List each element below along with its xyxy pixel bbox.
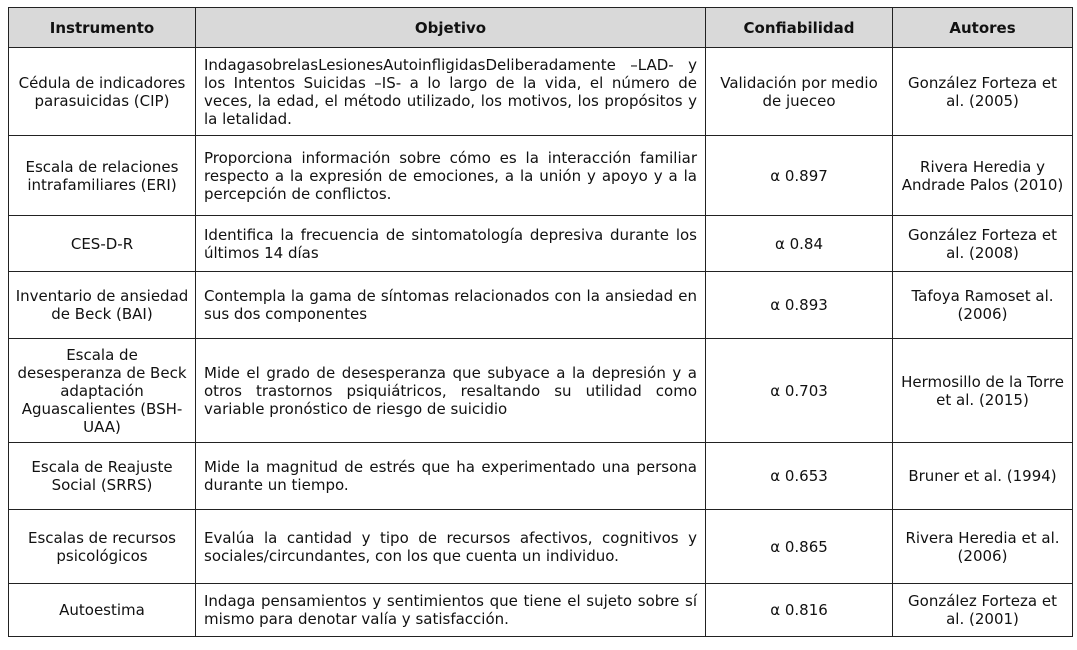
confiabilidad-cell: α 0.84 [706, 216, 893, 272]
objetivo-cell: Mide el grado de desesperanza que subyace a la depresión y a otros trastornos psiquiátricos, resaltando su utilidad como variable pronóstico de riesgo de suicidio [196, 339, 706, 443]
instrumento-cell: Escala de relaciones intrafamiliares (ERI) [9, 136, 196, 216]
table-row [9, 272, 1073, 339]
autores-cell: González Forteza et al. (2008) [893, 216, 1073, 272]
objetivo-cell: Contempla la gama de síntomas relacionados con la ansiedad en sus dos componentes [196, 272, 706, 339]
objetivo-cell: Proporciona información sobre cómo es la interacción familiar respecto a la expresión de emociones, a la unión y apoyo y a la percepción de conflictos. [196, 136, 706, 216]
objetivo-cell: Mide la magnitud de estrés que ha experimentado una persona durante un tiempo. [196, 443, 706, 510]
autores-cell: Rivera Heredia et al. (2006) [893, 510, 1073, 584]
confiabilidad-cell: α 0.816 [706, 584, 893, 637]
table-row [9, 510, 1073, 584]
instrumento-cell: CES-D-R [9, 216, 196, 272]
instruments-table [8, 7, 1073, 637]
confiabilidad-cell: α 0.893 [706, 272, 893, 339]
confiabilidad-cell: α 0.703 [706, 339, 893, 443]
table-row [9, 443, 1073, 510]
objetivo-cell: Indaga pensamientos y sentimientos que tiene el sujeto sobre sí mismo para denotar valía y satisfacción. [196, 584, 706, 637]
header-row [9, 8, 1073, 48]
header-instrumento: Instrumento [9, 8, 196, 48]
objetivo-cell: IndagasobrelasLesionesAutoinfligidasDeliberadamente –LAD- y los Intentos Suicidas –IS- a lo largo de la vida, el número de veces, la edad, el método utilizado, los motivos, los propósitos y la letalidad. [196, 48, 706, 136]
autores-cell: Tafoya Ramoset al. (2006) [893, 272, 1073, 339]
table-row [9, 216, 1073, 272]
header-objetivo: Objetivo [196, 8, 706, 48]
confiabilidad-cell: Validación por medio de jueceo [706, 48, 893, 136]
confiabilidad-cell: α 0.897 [706, 136, 893, 216]
objetivo-cell: Identifica la frecuencia de sintomatología depresiva durante los últimos 14 días [196, 216, 706, 272]
autores-cell: González Forteza et al. (2001) [893, 584, 1073, 637]
instrumento-cell: Cédula de indicadores parasuicidas (CIP) [9, 48, 196, 136]
confiabilidad-cell: α 0.865 [706, 510, 893, 584]
objetivo-cell: Evalúa la cantidad y tipo de recursos afectivos, cognitivos y sociales/circundantes, con los que cuenta un individuo. [196, 510, 706, 584]
table-row [9, 48, 1073, 136]
instrumento-cell: Escala de Reajuste Social (SRRS) [9, 443, 196, 510]
table-row [9, 584, 1073, 637]
autores-cell: Hermosillo de la Torre et al. (2015) [893, 339, 1073, 443]
confiabilidad-cell: α 0.653 [706, 443, 893, 510]
table-row [9, 136, 1073, 216]
header-confiabilidad: Confiabilidad [706, 8, 893, 48]
autores-cell: Rivera Heredia y Andrade Palos (2010) [893, 136, 1073, 216]
autores-cell: Bruner et al. (1994) [893, 443, 1073, 510]
instrumento-cell: Escalas de recursos psicológicos [9, 510, 196, 584]
instrumento-cell: Inventario de ansiedad de Beck (BAI) [9, 272, 196, 339]
instrumento-cell: Autoestima [9, 584, 196, 637]
header-autores: Autores [893, 8, 1073, 48]
table-row [9, 339, 1073, 443]
autores-cell: González Forteza et al. (2005) [893, 48, 1073, 136]
instrumento-cell: Escala de desesperanza de Beck adaptación Aguascalientes (BSH-UAA) [9, 339, 196, 443]
